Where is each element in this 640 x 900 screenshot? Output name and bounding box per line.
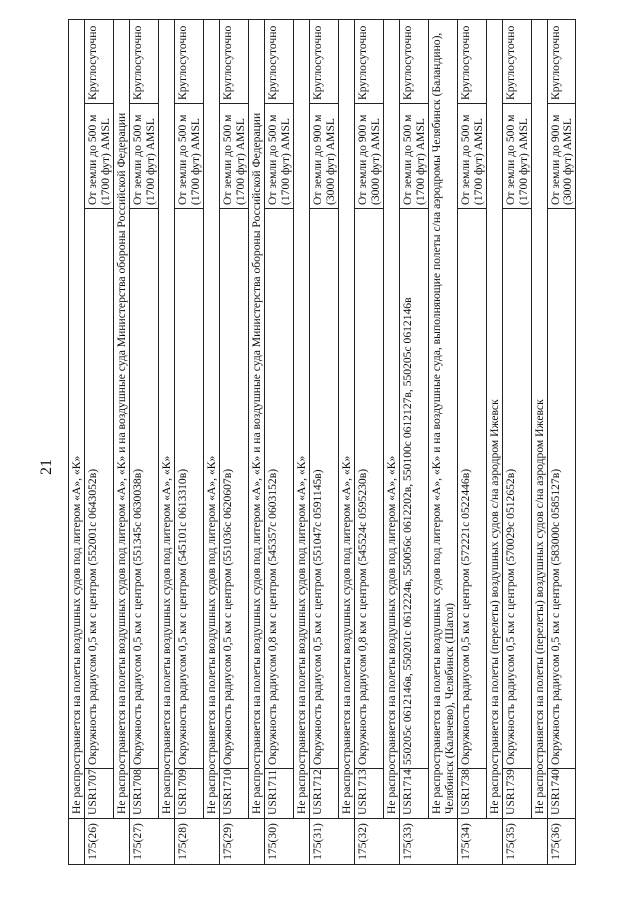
empty-cell: [69, 819, 85, 865]
row-note: Не распространяется на полеты (перелеты) воздушных судов с/на аэродром Ижевск: [486, 20, 502, 819]
operating-time: Круглосуточно: [219, 20, 248, 104]
row-number: 175(34): [457, 819, 502, 865]
table-note-row: [486, 20, 502, 865]
table-note-row: [383, 20, 399, 865]
document-page: [30, 15, 630, 875]
table-note-row: [69, 20, 85, 865]
row-note: Не распространяется на полеты воздушных судов под литером «А», «К» и на воздушные суда Министерства обороны Российской Федерации: [248, 20, 264, 819]
altitude-limits: От земли до 500 м (1700 фут) AMSL: [219, 104, 248, 209]
zone-boundary: Окружность радиусом 0,5 км с центром (552001с 0643052в): [84, 209, 113, 769]
table-row: [84, 20, 113, 865]
altitude-limits: От земли до 500 м (1700 фут) AMSL: [84, 104, 113, 209]
row-note: Не распространяется на полеты воздушных судов под литером «А», «К»: [158, 20, 174, 819]
row-note: Не распространяется на полеты воздушных судов под литером «А», «К» и на воздушные суда, выполняющие полеты с/на аэродромы Челябинск (Баландино), Челябинск (Калачево), Челябинск (Шагол): [428, 20, 457, 819]
table-row: [354, 20, 383, 865]
operating-time: Круглосуточно: [84, 20, 113, 104]
operating-time: Круглосуточно: [129, 20, 158, 104]
row-note: Не распространяется на полеты воздушных судов под литером «А», «К»: [293, 20, 309, 819]
restricted-zones-table: [68, 19, 576, 865]
table-note-row: [293, 20, 309, 865]
table-row: [129, 20, 158, 865]
zone-boundary: Окружность радиусом 0,5 км с центром (583000с 0585127в): [547, 209, 576, 769]
zone-code: USR1740: [547, 769, 576, 819]
operating-time: Круглосуточно: [264, 20, 293, 104]
page-number: 21: [38, 459, 55, 475]
operating-time: Круглосуточно: [502, 20, 531, 104]
zone-code: USR1707: [84, 769, 113, 819]
table-note-row: [158, 20, 174, 865]
table-row: [399, 20, 428, 865]
operating-time: Круглосуточно: [399, 20, 428, 104]
row-number: 175(32): [354, 819, 399, 865]
table-note-row: [203, 20, 219, 865]
table-row: [309, 20, 338, 865]
zone-code: USR1738: [457, 769, 486, 819]
top-note: Не распространяется на полеты воздушных судов под литером «А», «К»: [69, 20, 85, 819]
zone-boundary: Окружность радиусом 0,5 км с центром (551047с 0591145в): [309, 209, 338, 769]
row-note: Не распространяется на полеты воздушных судов под литером «А», «К»: [203, 20, 219, 819]
table-note-row: [338, 20, 354, 865]
table-note-row: [248, 20, 264, 865]
table-row: [457, 20, 486, 865]
row-number: 175(31): [309, 819, 354, 865]
zone-code: USR1713: [354, 769, 383, 819]
zone-boundary: Окружность радиусом 0,5 км с центром (572221с 0522446в): [457, 209, 486, 769]
operating-time: Круглосуточно: [309, 20, 338, 104]
altitude-limits: От земли до 900 м (3000 фут) AMSL: [309, 104, 338, 209]
operating-time: Круглосуточно: [354, 20, 383, 104]
altitude-limits: От земли до 500 м (1700 фут) AMSL: [174, 104, 203, 209]
operating-time: Круглосуточно: [457, 20, 486, 104]
table-row: [219, 20, 248, 865]
row-number: 175(27): [129, 819, 174, 865]
zone-boundary: Окружность радиусом 0,8 км с центром (545357с 0603152в): [264, 209, 293, 769]
zone-code: USR1712: [309, 769, 338, 819]
zone-code: USR1711: [264, 769, 293, 819]
row-number: 175(33): [399, 819, 457, 865]
altitude-limits: От земли до 500 м (1700 фут) AMSL: [457, 104, 486, 209]
zone-code: USR1709: [174, 769, 203, 819]
altitude-limits: От земли до 500 м (1700 фут) AMSL: [264, 104, 293, 209]
row-note: Не распространяется на полеты воздушных судов под литером «А», «К»: [383, 20, 399, 819]
table-row: [547, 20, 576, 865]
row-number: 175(28): [174, 819, 219, 865]
table-note-row: [113, 20, 129, 865]
zone-boundary: Окружность радиусом 0,5 км с центром (551036с 0620607в): [219, 209, 248, 769]
row-number: 175(26): [84, 819, 129, 865]
altitude-limits: От земли до 900 м (3000 фут) AMSL: [547, 104, 576, 209]
table-note-row: [428, 20, 457, 865]
operating-time: Круглосуточно: [547, 20, 576, 104]
zone-boundary: Окружность радиусом 0,5 км с центром (545101с 0613310в): [174, 209, 203, 769]
row-number: 175(29): [219, 819, 264, 865]
operating-time: Круглосуточно: [174, 20, 203, 104]
zone-boundary: Окружность радиусом 0,8 км с центром (545524с 0595230в): [354, 209, 383, 769]
table-row: [264, 20, 293, 865]
zone-boundary: Окружность радиусом 0,5 км с центром (570029с 0512652в): [502, 209, 531, 769]
zone-boundary: 550205с 0612146в, 550201с 0612224в, 550056с 0612202в, 550100с 0612127в, 550205с 0612146в: [399, 209, 428, 769]
zone-code: USR1739: [502, 769, 531, 819]
row-number: 175(36): [547, 819, 576, 865]
row-number: 175(30): [264, 819, 309, 865]
row-note: Не распространяется на полеты воздушных судов под литером «А», «К» и на воздушные суда Министерства обороны Российской Федерации: [113, 20, 129, 819]
table-row: [502, 20, 531, 865]
altitude-limits: От земли до 500 м (1700 фут) AMSL: [502, 104, 531, 209]
altitude-limits: От земли до 500 м (1700 фут) AMSL: [129, 104, 158, 209]
zone-code: USR1710: [219, 769, 248, 819]
altitude-limits: От земли до 900 м (3000 фут) AMSL: [354, 104, 383, 209]
row-note: Не распространяется на полеты воздушных судов под литером «А», «К»: [338, 20, 354, 819]
row-note: Не распространяется на полеты (перелеты) воздушных судов с/на аэродром Ижевск: [531, 20, 547, 819]
zone-code: USR1708: [129, 769, 158, 819]
zone-boundary: Окружность радиусом 0,5 км с центром (551345с 0630038в): [129, 209, 158, 769]
table-row: [174, 20, 203, 865]
row-number: 175(35): [502, 819, 547, 865]
zone-code: USR1714: [399, 769, 428, 819]
altitude-limits: От земли до 500 м (1700 фут) AMSL: [399, 104, 428, 209]
table-note-row: [531, 20, 547, 865]
